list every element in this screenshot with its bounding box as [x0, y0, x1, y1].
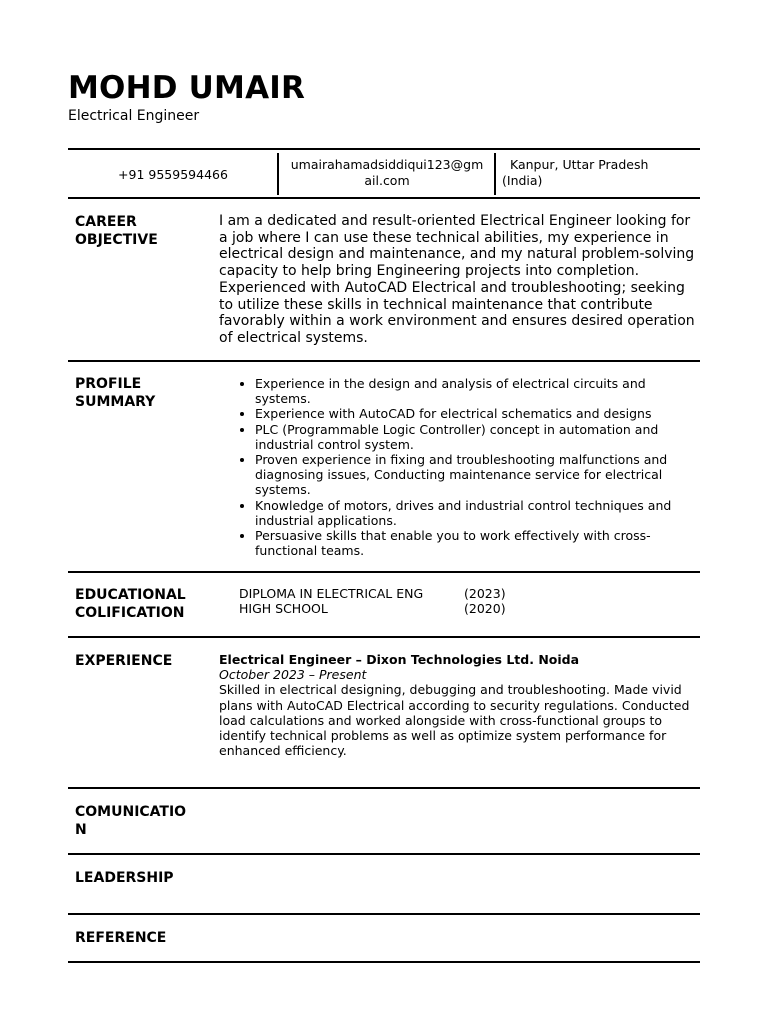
education-degree: HIGH SCHOOL	[239, 601, 328, 616]
list-item: • Persuasive skills that enable you to work effectively with cross-functional teams.	[255, 528, 689, 558]
section-label-experience: EXPERIENCE	[75, 653, 173, 669]
label-line: COLIFICATION	[75, 605, 185, 621]
label-line: COMUNICATIO	[75, 804, 187, 820]
section-label-reference: REFERENCE	[75, 930, 167, 946]
label-line: CAREER	[75, 214, 137, 230]
label-line: N	[75, 822, 87, 838]
list-item: • Experience with AutoCAD for electrical schematics and designs	[255, 406, 689, 421]
section-label-education	[75, 586, 205, 622]
list-item: • Proven experience in fixing and troubleshooting malfunctions and diagnosing issues, Conducting maintenance service for electrical systems.	[255, 452, 689, 498]
divider	[68, 853, 700, 855]
contact-phone: +91 9559594466	[118, 166, 228, 182]
section-label-career-objective	[75, 213, 205, 249]
contact-email-line1: umairahamadsiddiqui123@gm	[290, 157, 484, 172]
resume-name: MOHD UMAIR	[68, 70, 306, 106]
divider	[68, 360, 700, 362]
divider	[68, 913, 700, 915]
contact-location	[496, 151, 696, 197]
label-line: SUMMARY	[75, 394, 156, 410]
section-label-communication	[75, 803, 205, 839]
contact-divider	[277, 153, 279, 195]
list-item: • Knowledge of motors, drives and industrial control techniques and industrial applications.	[255, 498, 689, 528]
contact-bar	[68, 151, 700, 197]
divider	[68, 197, 700, 199]
education-year: (2020)	[464, 601, 506, 616]
list-item: • PLC (Programmable Logic Controller) concept in automation and industrial control system.	[255, 422, 689, 452]
contact-location-line1: Kanpur, Uttar Pradesh	[510, 157, 649, 172]
contact-email	[280, 151, 494, 197]
experience-block	[219, 652, 697, 758]
job-title: Electrical Engineer	[68, 108, 200, 124]
education-degree: DIPLOMA IN ELECTRICAL ENG	[239, 586, 424, 601]
experience-position: Electrical Engineer – Dixon Technologies Ltd. Noida	[219, 652, 580, 667]
divider	[68, 961, 700, 963]
divider	[68, 148, 700, 150]
experience-dates: October 2023 – Present	[219, 667, 367, 683]
section-label-profile-summary	[75, 375, 205, 411]
section-label-leadership: LEADERSHIP	[75, 870, 174, 886]
divider	[68, 571, 700, 573]
contact-email-line2: ail.com	[364, 173, 410, 188]
experience-description: Skilled in electrical designing, debugging and troubleshooting. Made vivid plans with AutoCAD Electrical according to security regulations. Conducted load calculations and worked alongside with cross-functional groups to identify technical problems as well as optimize system performance for enhanced efficiency.	[219, 682, 690, 759]
divider	[68, 636, 700, 638]
profile-summary-list	[219, 376, 689, 558]
label-line: OBJECTIVE	[75, 232, 158, 248]
label-line: PROFILE	[75, 376, 142, 392]
contact-location-line2: (India)	[502, 173, 543, 188]
education-year: (2023)	[464, 586, 506, 601]
career-objective-text: I am a dedicated and result-oriented Electrical Engineer looking for a job where I can use these technical abilities, my experience in electrical design and maintenance, and my natural problem-solving capacity to help bring Engineering projects into completion. Experienced with AutoCAD Electrical and troubleshooting; seeking to utilize these skills in technical maintenance that contribute favorably within a work environment and ensures desired operation of electrical systems.	[219, 213, 695, 346]
label-line: EDUCATIONAL	[75, 587, 186, 603]
divider	[68, 787, 700, 789]
list-item: • Experience in the design and analysis of electrical circuits and systems.	[255, 376, 689, 406]
